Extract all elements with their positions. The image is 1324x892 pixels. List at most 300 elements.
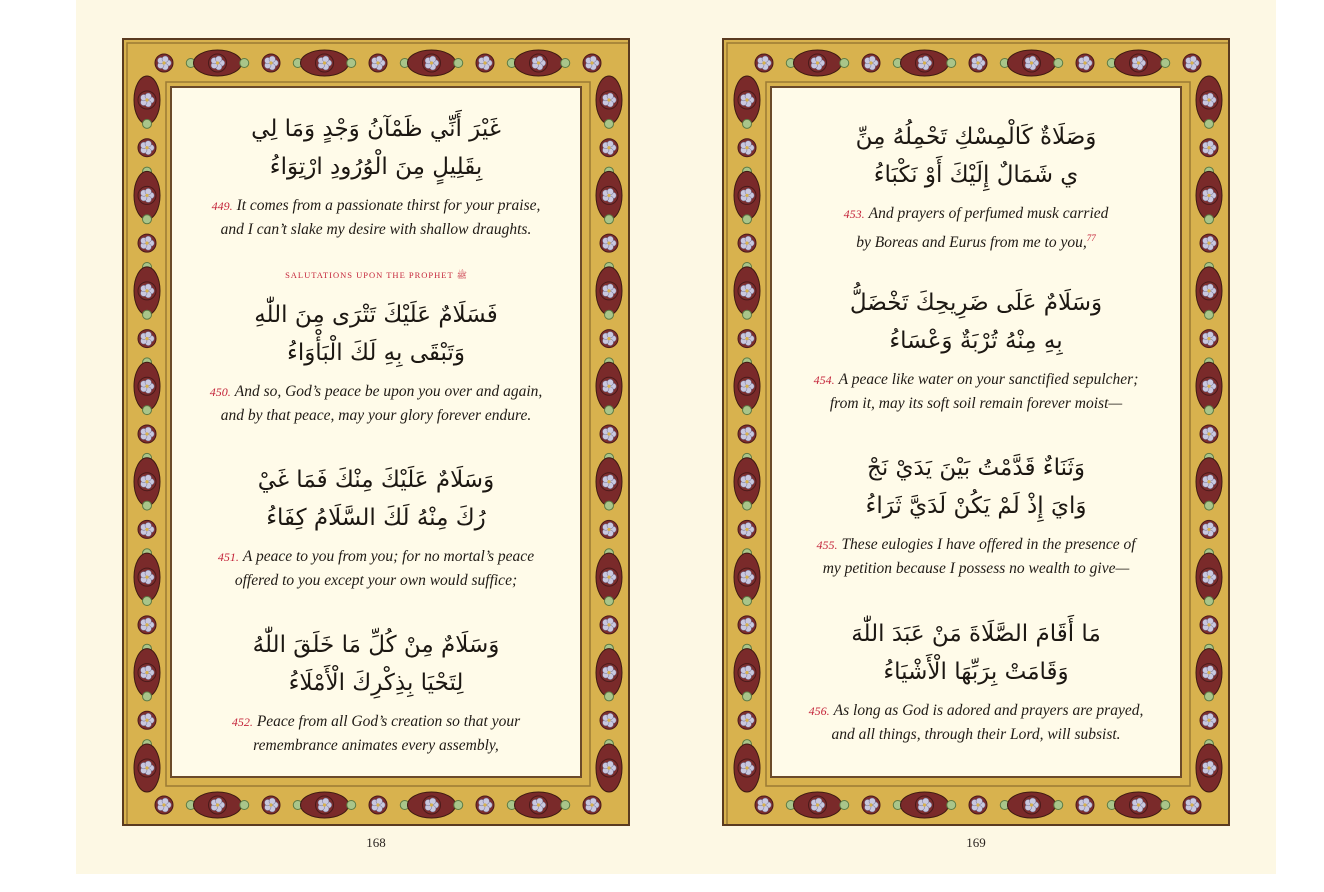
book-spread <box>76 0 1276 874</box>
bead-ornament <box>743 406 752 415</box>
flower-petal <box>145 93 151 99</box>
verse-453 <box>772 118 1180 255</box>
flower-petal <box>923 56 929 62</box>
flower-center <box>269 803 272 806</box>
flower-center <box>607 432 610 435</box>
bead-ornament <box>143 501 152 510</box>
arabic-line: رُكَ مِنْهُ لَكَ السَّلَامُ كِفَاءُ <box>266 505 486 531</box>
flower-petal <box>607 713 613 719</box>
flower-center <box>607 98 610 101</box>
bead-ornament <box>240 801 249 810</box>
bead-ornament <box>143 215 152 224</box>
flower-ornament <box>600 568 618 586</box>
flower-petal <box>1207 427 1213 433</box>
flower-ornament <box>369 796 387 814</box>
flower-ornament <box>600 377 618 395</box>
flower-center <box>745 242 748 245</box>
flower-center <box>607 576 610 579</box>
flower-center <box>976 803 979 806</box>
flower-petal <box>1207 618 1213 624</box>
flower-ornament <box>583 54 601 72</box>
flower-petal <box>1190 56 1196 62</box>
flower-ornament <box>1200 234 1218 252</box>
flower-petal <box>1207 761 1213 767</box>
bead-ornament <box>1205 692 1214 701</box>
verse-number: 449. <box>211 199 233 213</box>
flower-ornament <box>138 520 156 538</box>
flower-ornament <box>862 796 880 814</box>
flower-ornament <box>600 664 618 682</box>
flower-petal <box>1207 522 1213 528</box>
flower-petal <box>976 798 982 804</box>
bead-ornament <box>1054 801 1063 810</box>
flower-petal <box>607 475 613 481</box>
flower-petal <box>145 761 151 767</box>
translation-line: Peace from all God’s creation so that your <box>256 713 521 730</box>
translation-line: and I can’t slake my desire with shallow draughts. <box>220 221 532 238</box>
translation-line: It comes from a passionate thirst for your praise, <box>236 197 541 214</box>
flower-ornament <box>138 759 156 777</box>
flower-petal <box>1207 379 1213 385</box>
translation-line: and all things, through their Lord, will subsist. <box>831 726 1121 743</box>
flower-ornament <box>600 91 618 109</box>
flower-petal <box>216 56 222 62</box>
flower-petal <box>145 570 151 576</box>
verse-number: 455. <box>816 538 838 552</box>
flower-ornament <box>738 282 756 300</box>
flower-petal <box>145 427 151 433</box>
flower-center <box>269 61 272 64</box>
bead-ornament <box>347 59 356 68</box>
flower-petal <box>1207 332 1213 338</box>
flower-ornament <box>738 568 756 586</box>
flower-ornament <box>738 520 756 538</box>
flower-ornament <box>530 796 548 814</box>
flower-ornament <box>738 664 756 682</box>
flower-petal <box>607 188 613 194</box>
arabic-line: غَيْرَ أَنِّي ظَمْآنُ وَجْدٍ وَمَا لِي <box>251 116 501 142</box>
flower-petal <box>269 798 275 804</box>
flower-petal <box>145 188 151 194</box>
flower-center <box>1207 671 1210 674</box>
flower-center <box>745 385 748 388</box>
flower-petal <box>745 666 751 672</box>
bead-ornament <box>605 597 614 606</box>
flower-petal <box>145 379 151 385</box>
translation-line: These eulogies I have offered in the presence of <box>841 536 1136 553</box>
flower-petal <box>745 522 751 528</box>
flower-center <box>145 766 148 769</box>
bead-ornament <box>605 215 614 224</box>
flower-petal <box>376 56 382 62</box>
flower-ornament <box>262 796 280 814</box>
flower-petal <box>607 761 613 767</box>
translation-line: A peace to you from you; for no mortal’s peace <box>242 548 535 565</box>
flower-petal <box>1190 798 1196 804</box>
flower-ornament <box>1200 759 1218 777</box>
right-page <box>722 38 1230 826</box>
flower-center <box>1207 719 1210 722</box>
section-heading: SALUTATIONS UPON THE PROPHET ﷺ <box>285 270 467 280</box>
flower-ornament <box>1200 520 1218 538</box>
translation-line: And prayers of perfumed musk carried <box>868 205 1109 222</box>
flower-ornament <box>1200 377 1218 395</box>
flower-ornament <box>1130 796 1148 814</box>
flower-center <box>1207 528 1210 531</box>
flower-petal <box>145 522 151 528</box>
bead-ornament <box>143 597 152 606</box>
translation-line: my petition because I possess no wealth to give— <box>822 560 1130 577</box>
flower-petal <box>590 56 596 62</box>
flower-petal <box>216 798 222 804</box>
flower-center <box>869 803 872 806</box>
flower-petal <box>745 188 751 194</box>
verse-number: 456. <box>808 704 830 718</box>
flower-petal <box>745 570 751 576</box>
flower-ornament <box>476 54 494 72</box>
flower-petal <box>162 798 168 804</box>
flower-ornament <box>369 54 387 72</box>
bead-ornament <box>947 801 956 810</box>
flower-petal <box>869 56 875 62</box>
flower-center <box>607 146 610 149</box>
flower-ornament <box>1200 664 1218 682</box>
flower-center <box>590 803 593 806</box>
flower-petal <box>923 798 929 804</box>
flower-ornament <box>738 330 756 348</box>
bead-ornament <box>143 119 152 128</box>
flower-ornament <box>600 711 618 729</box>
translation-line: As long as God is adored and prayers are prayed, <box>833 702 1144 719</box>
flower-center <box>1207 432 1210 435</box>
flower-petal <box>430 798 436 804</box>
flower-petal <box>430 56 436 62</box>
flower-ornament <box>138 282 156 300</box>
bead-ornament <box>743 310 752 319</box>
flower-ornament <box>138 473 156 491</box>
arabic-line: وَصَلَاةٌ كَالْمِسْكِ تَحْمِلُهُ مِنِّ <box>855 124 1097 150</box>
text-panel <box>770 86 1182 778</box>
flower-center <box>976 61 979 64</box>
flower-petal <box>483 56 489 62</box>
translation <box>172 380 580 428</box>
flower-ornament <box>1200 282 1218 300</box>
flower-petal <box>745 379 751 385</box>
translation-line: remembrance animates every assembly, <box>253 737 499 754</box>
bead-ornament <box>561 59 570 68</box>
translation-line: and by that peace, may your glory forever endure. <box>220 407 532 424</box>
flower-ornament <box>738 139 756 157</box>
flower-ornament <box>1200 186 1218 204</box>
flower-petal <box>1207 141 1213 147</box>
bead-ornament <box>1205 406 1214 415</box>
flower-petal <box>590 798 596 804</box>
translation-line: by Boreas and Eurus from me to you, <box>856 234 1087 252</box>
flower-ornament <box>138 616 156 634</box>
flower-petal <box>607 522 613 528</box>
flower-center <box>745 623 748 626</box>
arabic-line: بِقَلِيلٍ مِنَ الْوُرُودِ ارْتِوَاءُ <box>269 154 483 180</box>
flower-center <box>745 289 748 292</box>
flower-center <box>607 623 610 626</box>
flower-center <box>216 803 219 806</box>
flower-ornament <box>1076 54 1094 72</box>
verse-450 <box>172 296 580 428</box>
flower-ornament <box>1200 330 1218 348</box>
flower-petal <box>607 379 613 385</box>
bead-ornament <box>605 501 614 510</box>
flower-petal <box>1030 798 1036 804</box>
verse-451 <box>172 461 580 593</box>
flower-petal <box>145 236 151 242</box>
flower-ornament <box>316 796 334 814</box>
bead-ornament <box>947 59 956 68</box>
flower-center <box>607 480 610 483</box>
flower-center <box>745 146 748 149</box>
flower-center <box>1207 289 1210 292</box>
flower-center <box>537 803 540 806</box>
flower-ornament <box>738 91 756 109</box>
flower-ornament <box>755 796 773 814</box>
page-number: 168 <box>366 835 386 850</box>
flower-ornament <box>600 425 618 443</box>
flower-petal <box>1207 236 1213 242</box>
flower-center <box>145 98 148 101</box>
translation-line: A peace like water on your sanctified sepulcher; <box>838 371 1139 388</box>
bead-ornament <box>1161 801 1170 810</box>
flower-center <box>1207 242 1210 245</box>
translation-line: from it, may its soft soil remain forever moist— <box>829 395 1123 412</box>
flower-center <box>869 61 872 64</box>
flower-ornament <box>738 759 756 777</box>
arabic-line: وَايَ إِذْ لَمْ يَكُنْ لَدَيَّ ثَرَاءُ <box>865 493 1087 519</box>
flower-center <box>1207 146 1210 149</box>
flower-center <box>145 623 148 626</box>
bead-ornament <box>605 692 614 701</box>
flower-ornament <box>600 330 618 348</box>
flower-ornament <box>969 54 987 72</box>
flower-center <box>762 61 765 64</box>
flower-center <box>745 766 748 769</box>
flower-center <box>923 61 926 64</box>
bead-ornament <box>605 310 614 319</box>
verse-449 <box>172 110 580 242</box>
verse-454 <box>772 284 1180 416</box>
bead-ornament <box>1205 119 1214 128</box>
verse-452 <box>172 626 580 758</box>
flower-petal <box>1207 284 1213 290</box>
flower-ornament <box>1200 473 1218 491</box>
bead-ornament <box>454 59 463 68</box>
flower-ornament <box>1200 616 1218 634</box>
translation-line: And so, God’s peace be upon you over and again, <box>234 383 543 400</box>
flower-center <box>1030 803 1033 806</box>
flower-ornament <box>755 54 773 72</box>
page-number: 169 <box>966 835 986 850</box>
arabic-line: وَسَلَامٌ عَلَيْكَ مِنْكَ فَمَا غَيْ <box>257 467 495 493</box>
flower-center <box>483 803 486 806</box>
flower-center <box>145 528 148 531</box>
flower-petal <box>607 427 613 433</box>
flower-petal <box>145 666 151 672</box>
flower-petal <box>762 798 768 804</box>
bead-ornament <box>1205 215 1214 224</box>
flower-petal <box>323 798 329 804</box>
arabic-line: ي شَمَالٌ إِلَيْكَ أَوْ نَكْبَاءُ <box>873 162 1079 188</box>
flower-center <box>145 289 148 292</box>
bead-ornament <box>454 801 463 810</box>
flower-center <box>607 766 610 769</box>
flower-petal <box>607 666 613 672</box>
flower-petal <box>745 236 751 242</box>
translation <box>772 699 1180 747</box>
bead-ornament <box>1054 59 1063 68</box>
flower-center <box>745 528 748 531</box>
flower-center <box>323 803 326 806</box>
verse-456 <box>772 615 1180 747</box>
verse-number: 450. <box>209 385 231 399</box>
flower-ornament <box>809 796 827 814</box>
flower-ornament <box>155 54 173 72</box>
flower-center <box>145 480 148 483</box>
flower-center <box>745 98 748 101</box>
illuminated-border <box>122 38 630 826</box>
illuminated-border <box>722 38 1230 826</box>
bead-ornament <box>840 59 849 68</box>
flower-center <box>1207 766 1210 769</box>
flower-center <box>376 61 379 64</box>
flower-petal <box>1207 93 1213 99</box>
arabic-line: وَتَبْقَى بِهِ لَكَ الْبَأْوَاءُ <box>287 340 465 366</box>
flower-petal <box>816 56 822 62</box>
flower-petal <box>1083 56 1089 62</box>
bead-ornament <box>605 119 614 128</box>
flower-ornament <box>1200 711 1218 729</box>
flower-petal <box>816 798 822 804</box>
flower-ornament <box>530 54 548 72</box>
flower-center <box>145 337 148 340</box>
flower-center <box>607 671 610 674</box>
flower-ornament <box>862 54 880 72</box>
flower-center <box>590 61 593 64</box>
flower-center <box>145 576 148 579</box>
flower-ornament <box>1200 139 1218 157</box>
flower-petal <box>1137 798 1143 804</box>
flower-petal <box>976 56 982 62</box>
flower-ornament <box>738 711 756 729</box>
flower-ornament <box>738 186 756 204</box>
flower-ornament <box>600 759 618 777</box>
flower-center <box>923 803 926 806</box>
flower-petal <box>1207 713 1213 719</box>
arabic-line: لِتَحْيَا بِذِكْرِكَ الْأَمْلَاءُ <box>288 670 464 696</box>
flower-petal <box>745 618 751 624</box>
flower-petal <box>762 56 768 62</box>
flower-center <box>145 242 148 245</box>
flower-center <box>1137 61 1140 64</box>
flower-petal <box>483 798 489 804</box>
flower-center <box>745 671 748 674</box>
flower-center <box>1083 803 1086 806</box>
flower-petal <box>745 332 751 338</box>
arabic-line: وَسَلَامٌ عَلَى ضَرِيحِكَ تَخْضَلُّ <box>849 290 1103 316</box>
flower-petal <box>745 93 751 99</box>
flower-center <box>145 719 148 722</box>
flower-ornament <box>209 54 227 72</box>
translation <box>172 545 580 593</box>
flower-petal <box>323 56 329 62</box>
flower-petal <box>1207 188 1213 194</box>
flower-center <box>1207 98 1210 101</box>
flower-petal <box>607 570 613 576</box>
flower-ornament <box>916 54 934 72</box>
translation <box>172 710 580 758</box>
footnote-marker[interactable]: 77 <box>1086 233 1096 243</box>
flower-center <box>762 803 765 806</box>
flower-petal <box>145 713 151 719</box>
flower-petal <box>745 427 751 433</box>
flower-center <box>1190 61 1193 64</box>
flower-ornament <box>209 796 227 814</box>
bead-ornament <box>743 215 752 224</box>
flower-center <box>483 61 486 64</box>
flower-ornament <box>1200 91 1218 109</box>
flower-center <box>162 803 165 806</box>
flower-ornament <box>262 54 280 72</box>
flower-center <box>607 528 610 531</box>
flower-center <box>745 432 748 435</box>
translation <box>772 202 1180 255</box>
flower-center <box>376 803 379 806</box>
flower-center <box>745 719 748 722</box>
flower-center <box>162 61 165 64</box>
flower-center <box>145 146 148 149</box>
verse-number: 451. <box>217 550 239 564</box>
flower-petal <box>1030 56 1036 62</box>
flower-center <box>1207 337 1210 340</box>
translation <box>772 368 1180 416</box>
flower-center <box>745 480 748 483</box>
flower-petal <box>145 141 151 147</box>
bead-ornament <box>840 801 849 810</box>
flower-center <box>430 803 433 806</box>
flower-center <box>145 194 148 197</box>
arabic-line: مَا أَقَامَ الصَّلَاةَ مَنْ عَبَدَ اللّٰهَ <box>851 621 1101 647</box>
bead-ornament <box>605 406 614 415</box>
flower-petal <box>745 141 751 147</box>
bead-ornament <box>240 59 249 68</box>
flower-ornament <box>138 330 156 348</box>
flower-center <box>1030 61 1033 64</box>
bead-ornament <box>1205 501 1214 510</box>
flower-center <box>537 61 540 64</box>
flower-ornament <box>138 664 156 682</box>
flower-ornament <box>1183 796 1201 814</box>
arabic-line: وَسَلَامٌ مِنْ كُلِّ مَا خَلَقَ اللّٰهُ <box>252 632 500 658</box>
verse-number: 454. <box>813 373 835 387</box>
arabic-line: بِهِ مِنْهُ تُرْبَةٌ وَعْسَاءُ <box>889 328 1063 354</box>
flower-petal <box>1207 570 1213 576</box>
flower-center <box>745 194 748 197</box>
flower-ornament <box>583 796 601 814</box>
flower-petal <box>1083 798 1089 804</box>
flower-ornament <box>138 377 156 395</box>
flower-ornament <box>138 186 156 204</box>
flower-petal <box>269 56 275 62</box>
verse-455 <box>772 449 1180 581</box>
flower-center <box>816 803 819 806</box>
flower-petal <box>745 761 751 767</box>
